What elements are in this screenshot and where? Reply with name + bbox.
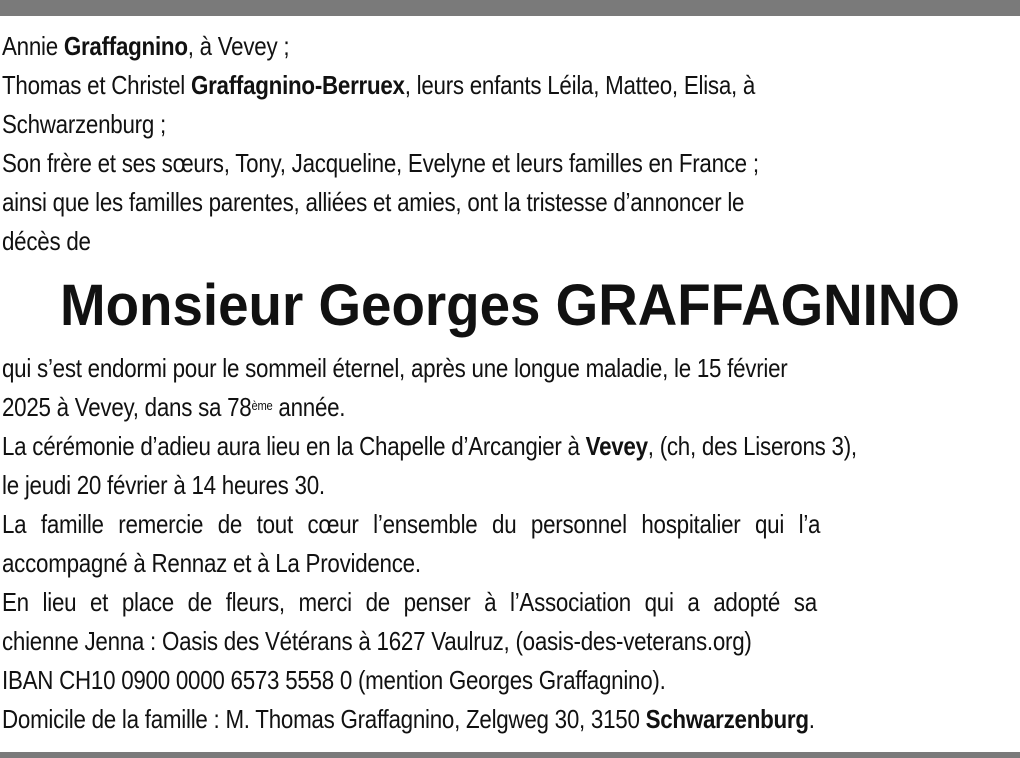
place-name: Vevey (585, 431, 648, 461)
place-name: Schwarzenburg (645, 704, 809, 734)
text: , leurs enfants Léila, Matteo, Elisa, à (404, 70, 756, 100)
text: année. (272, 392, 346, 422)
notice-line-5: ainsi que les familles parentes, alliées et amies, ont la tristesse d’annoncer le (2, 187, 745, 217)
notice-line-13: En lieu et place de fleurs, merci de penser à l’Association qui a adopté sa (2, 587, 817, 617)
text: Annie (2, 31, 64, 61)
text: Thomas et Christel (2, 70, 191, 100)
notice-line-10: le jeudi 20 février à 14 heures 30. (2, 470, 325, 500)
deceased-name-text: Monsieur Georges GRAFFAGNINO (60, 273, 960, 338)
notice-line-7: qui s’est endormi pour le sommeil éternel, après une longue maladie, le 15 février (2, 353, 788, 383)
top-border-bar (0, 0, 1020, 16)
notice-line-16 (2, 700, 876, 739)
notice-line-15: IBAN CH10 0900 0000 6573 5558 0 (mention Georges Graffagnino). (2, 665, 666, 695)
text: . (808, 704, 815, 734)
bottom-border-bar (0, 752, 1020, 758)
text: , (ch, des Liserons 3), (647, 431, 857, 461)
text: Domicile de la famille : M. Thomas Graffagnino, Zelgweg 30, 3150 (2, 704, 646, 734)
notice-line-3: Schwarzenburg ; (2, 109, 166, 139)
text: , à Vevey ; (187, 31, 290, 61)
notice-line-12: accompagné à Rennaz et à La Providence. (2, 548, 421, 578)
text: 2025 à Vevey, dans sa 78 (2, 392, 252, 422)
notice-line-1 (2, 27, 876, 66)
notice-line-2 (2, 66, 876, 105)
deceased-name-heading (31, 271, 989, 341)
notice-line-4: Son frère et ses sœurs, Tony, Jacqueline, Evelyne et leurs familles en France ; (2, 148, 759, 178)
notice-line-6: décès de (2, 226, 91, 256)
notice-line-14: chienne Jenna : Oasis des Vétérans à 1627 Vaulruz, (oasis-des-veterans.org) (2, 626, 752, 656)
family-name: Graffagnino-Berruex (190, 70, 405, 100)
notice-line-11: La famille remercie de tout cœur l’ensemble du personnel hospitalier qui l’a (2, 509, 821, 539)
notice-line-8 (2, 388, 876, 427)
ordinal-suffix: ème (251, 398, 273, 413)
text: La cérémonie d’adieu aura lieu en la Chapelle d’Arcangier à (2, 431, 586, 461)
death-notice (2, 27, 1018, 739)
notice-line-9 (2, 427, 876, 466)
family-name: Graffagnino (63, 31, 188, 61)
